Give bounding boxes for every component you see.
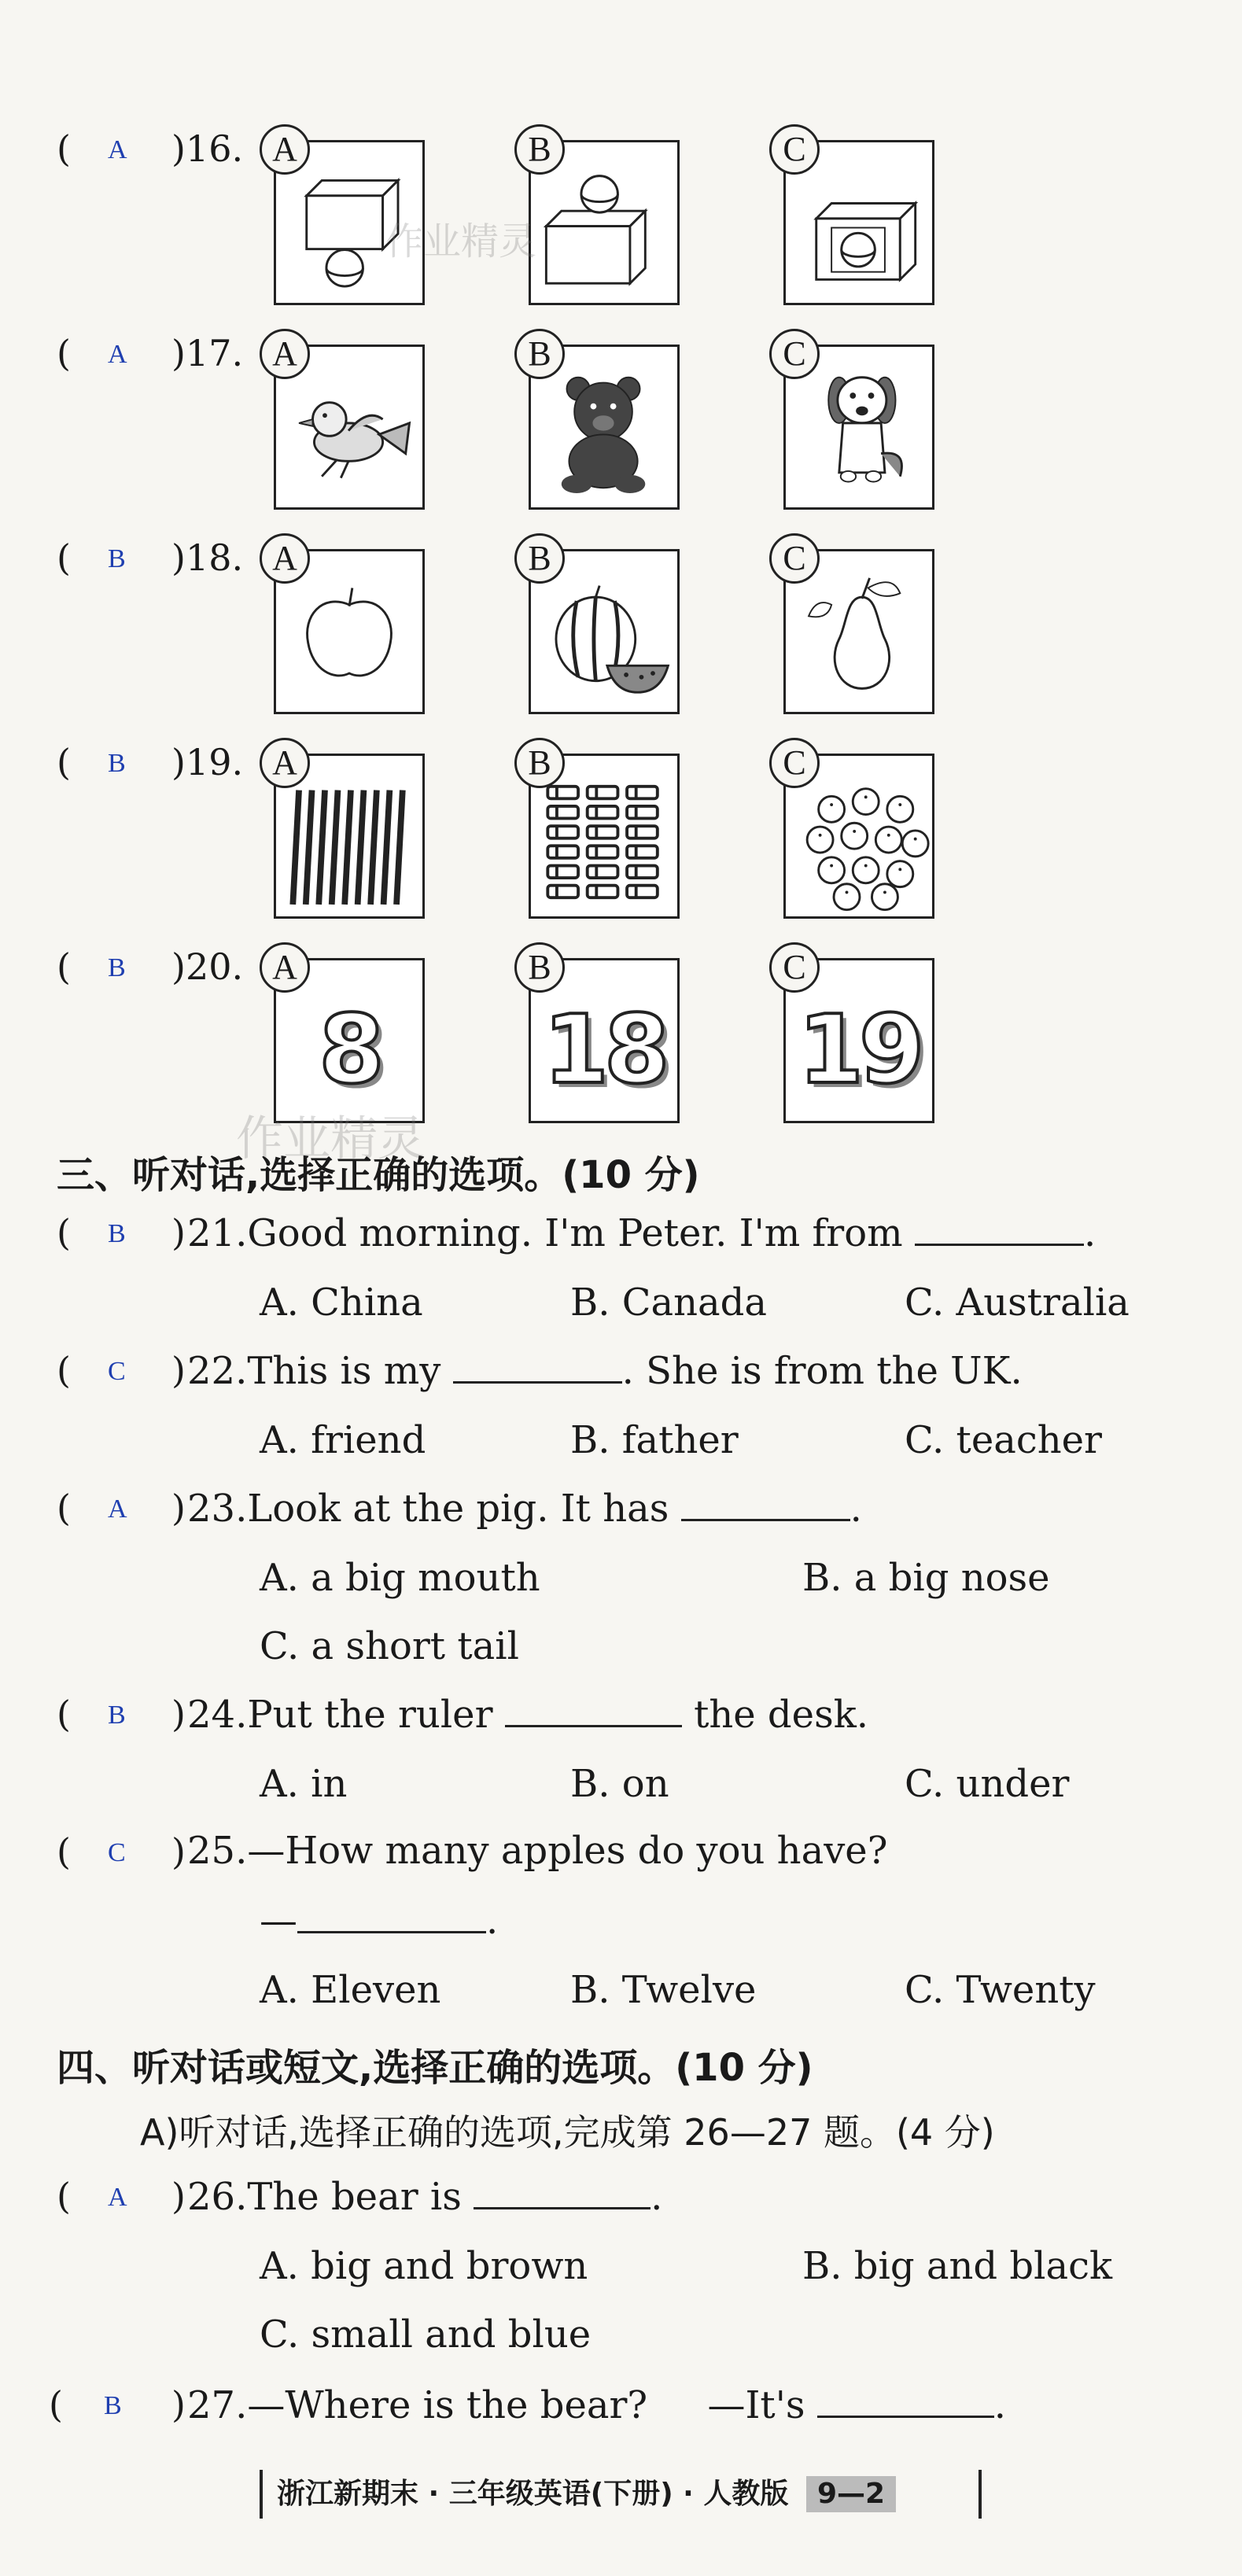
option-letter-circle: C [769,942,820,993]
answer-mark: C [108,1357,126,1386]
option-c: C. a short tail [260,1624,519,1668]
question-27: 27.—Where is the bear? —It's . [187,2382,1006,2427]
footer-title: 浙江新期末 · 三年级英语(下册) · 人教版 [277,2478,789,2510]
option-a: A. China [260,1281,423,1325]
answer-paren: ( [57,1693,71,1735]
option-letter-circle: B [514,533,565,584]
answer-mark: C [108,1838,126,1867]
option-c: C. teacher [905,1418,1102,1462]
answer-paren: ) [171,1211,186,1254]
option-b: B. father [570,1418,739,1462]
watermark: 作业精灵 [385,219,537,263]
answer-mark: A [108,2183,127,2212]
option-letter-circle: A [260,329,310,379]
answer-paren: ) [171,2383,186,2426]
page-number: 9—2 [806,2476,896,2512]
answer-mark: B [108,1701,126,1730]
question-21: 21.Good morning. I'm Peter. I'm from . [187,1210,1096,1255]
question-23: 23.Look at the pig. It has . [187,1485,862,1531]
question-24: 24.Put the ruler the desk. [187,1691,868,1737]
option-letter-circle: B [514,329,565,379]
option-b: B. Canada [570,1281,768,1325]
option-c: C. under [905,1762,1070,1806]
option-b: B. a big nose [802,1556,1050,1600]
answer-paren: ) [171,1693,186,1735]
answer-paren: ( [57,1211,71,1254]
section-title: 三、听对话,选择正确的选项。(10 分) [57,1153,700,1197]
option-b: B. Twelve [570,1968,757,2012]
answer-mark: A [108,340,127,369]
question-25: 25.—How many apples do you have? [187,1829,888,1873]
option-c: C. Twenty [905,1968,1096,2012]
question-26: 26.The bear is . [187,2173,662,2219]
option-c: C. small and blue [260,2313,592,2357]
option-letter-circle: B [514,124,565,175]
answer-paren: ) [171,1349,186,1391]
option-letter-circle: A [260,738,310,788]
question-number: )18. [171,536,244,579]
answer-mark: B [108,544,126,573]
option-c: C. Australia [905,1281,1130,1325]
option-letter-circle: C [769,738,820,788]
answer-mark: A [108,135,127,164]
answer-mark: B [108,953,126,982]
section-title: 四、听对话或短文,选择正确的选项。(10 分) [57,2046,813,2090]
question-number: )19. [171,741,244,783]
answer-paren: ( [57,2175,71,2217]
answer-paren: ( [57,127,71,170]
option-letter-circle: C [769,124,820,175]
answer-paren: ( [57,536,71,579]
option-a: A. big and brown [260,2244,588,2288]
answer-mark: B [108,1219,126,1248]
answer-paren: ) [171,2175,186,2217]
option-letter-circle: A [260,533,310,584]
answer-paren: ( [57,332,71,374]
option-a: A. a big mouth [260,1556,540,1600]
question-22: 22.This is my . She is from the UK. [187,1347,1023,1393]
question-number: )17. [171,332,244,374]
section-subtitle: A)听对话,选择正确的选项,完成第 26—27 题。(4 分) [140,2111,995,2154]
answer-mark: A [108,1494,127,1524]
option-a: A. friend [260,1418,426,1462]
number-label: 18 [543,995,665,1105]
option-letter-circle: B [514,738,565,788]
option-letter-circle: B [514,942,565,993]
answer-paren: ( [57,1349,71,1391]
answer-paren: ( [49,2383,63,2426]
option-letter-circle: A [260,124,310,175]
watermark: 作业精灵 [236,1111,425,1166]
option-letter-circle: C [769,533,820,584]
number-label: 19 [798,995,920,1105]
question-number: )20. [171,945,244,988]
answer-line: — . [260,1897,498,1943]
option-letter-circle: C [769,329,820,379]
answer-paren: ) [171,1830,186,1873]
answer-paren: ( [57,741,71,783]
option-b: B. on [570,1762,669,1806]
option-letter-circle: A [260,942,310,993]
answer-mark: B [104,2391,122,2420]
page-footer [260,2470,982,2519]
answer-mark: B [108,749,126,778]
answer-paren: ) [171,1487,186,1529]
option-b: B. big and black [802,2244,1113,2288]
answer-paren: ( [57,1487,71,1529]
option-a: A. in [260,1762,348,1806]
question-number: )16. [171,127,244,170]
answer-paren: ( [57,1830,71,1873]
number-label: 8 [319,995,380,1105]
option-a: A. Eleven [260,1968,441,2012]
answer-paren: ( [57,945,71,988]
